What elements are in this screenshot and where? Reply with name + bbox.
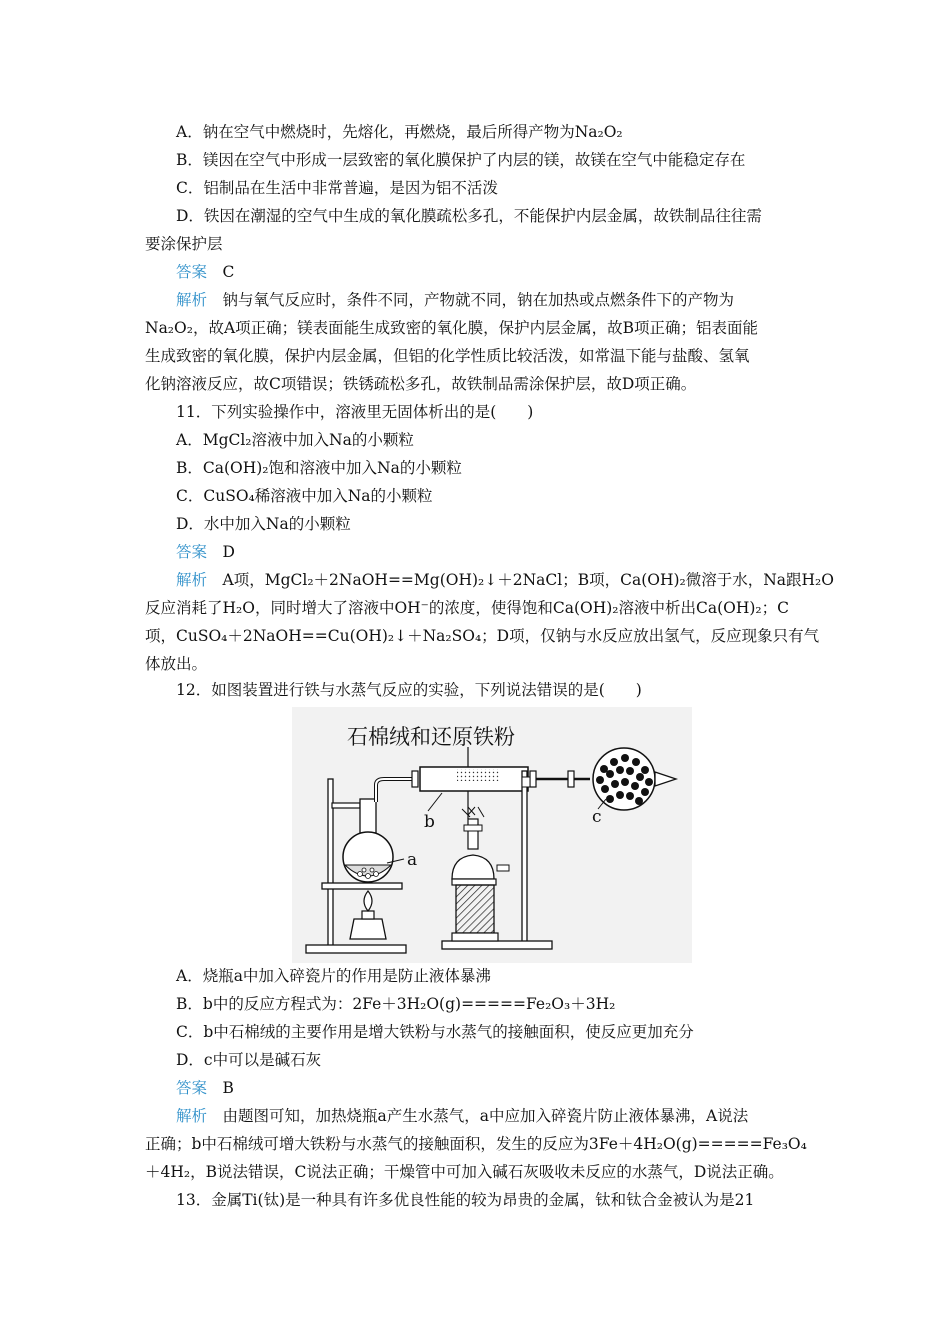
q11-option-a: A．MgCl₂溶液中加入Na的小颗粒 <box>176 431 414 449</box>
answer-value: D <box>222 543 235 561</box>
q11-option-c: C．CuSO₄稀溶液中加入Na的小颗粒 <box>176 487 433 505</box>
q11-analysis-line3: 项，CuSO₄＋2NaOH==Cu(OH)₂↓＋Na₂SO₄；D项，仅钠与水反应放出氢气，反应现象只有气 <box>145 627 820 645</box>
label-c: c <box>592 807 602 827</box>
label-a: a <box>407 850 418 870</box>
answer-value: C <box>222 263 235 281</box>
q11-stem: 11．下列实验操作中，溶液里无固体析出的是( ) <box>176 403 534 421</box>
q10-analysis-line4: 化钠溶液反应，故C项错误；铁锈疏松多孔，故铁制品需涂保护层，故D项正确。 <box>145 375 697 393</box>
q11-option-d: D．水中加入Na的小颗粒 <box>176 515 351 533</box>
q10-analysis-line3: 生成致密的氧化膜，保护内层金属，但铝的化学性质比较活泼，如常温下能与盐酸、氢氧 <box>145 347 750 365</box>
q13-stem: 13．金属Ti(钛)是一种具有许多优良性能的较为昂贵的金属，钛和钛合金被认为是21 <box>176 1191 755 1209</box>
answer-value: B <box>222 1079 234 1097</box>
label-b: b <box>424 812 435 832</box>
apparatus-figure <box>292 707 692 963</box>
q12-analysis-line2: 正确；b中石棉绒可增大铁粉与水蒸气的接触面积，发生的反应为3Fe＋4H₂O(g)=====Fe₃O₄ <box>145 1135 807 1153</box>
q12-answer <box>176 1078 816 1098</box>
answer-label: 答案 <box>176 543 208 561</box>
q10-option-d-line1: D．铁因在潮湿的空气中生成的氧化膜疏松多孔，不能保护内层金属，故铁制品往往需 <box>176 207 762 225</box>
q12-option-c: C．b中石棉绒的主要作用是增大铁粉与水蒸气的接触面积，使反应更加充分 <box>176 1023 694 1041</box>
q10-analysis-line2: Na₂O₂，故A项正确；镁表面能生成致密的氧化膜，保护内层金属，故B项正确；铝表面能 <box>145 319 759 337</box>
analysis-label: 解析 <box>176 1107 208 1125</box>
answer-label: 答案 <box>176 1079 208 1097</box>
analysis-text: A项，MgCl₂＋2NaOH==Mg(OH)₂↓＋2NaCl；B项，Ca(OH)₂微溶于水，Na跟H₂O <box>222 571 834 589</box>
q12-option-b: B．b中的反应方程式为：2Fe＋3H₂O(g)=====Fe₂O₃＋3H₂ <box>176 995 616 1013</box>
answer-label: 答案 <box>176 263 208 281</box>
q11-analysis-line1 <box>176 570 834 590</box>
q12-stem: 12．如图装置进行铁与水蒸气反应的实验，下列说法错误的是( ) <box>176 681 642 699</box>
q11-option-b: B．Ca(OH)₂饱和溶液中加入Na的小颗粒 <box>176 459 462 477</box>
q10-option-c: C．铝制品在生活中非常普遍，是因为铝不活泼 <box>176 179 498 197</box>
q12-analysis-line1 <box>176 1106 816 1126</box>
q10-analysis-line1 <box>176 290 816 310</box>
q12-option-a: A．烧瓶a中加入碎瓷片的作用是防止液体暴沸 <box>176 967 491 985</box>
q10-option-d-line2: 要涂保护层 <box>145 235 223 253</box>
q11-analysis-line4: 体放出。 <box>145 655 208 673</box>
analysis-text: 由题图可知，加热烧瓶a产生水蒸气，a中应加入碎瓷片防止液体暴沸，A说法 <box>222 1107 749 1125</box>
analysis-label: 解析 <box>176 571 208 589</box>
q10-option-a: A．钠在空气中燃烧时，先熔化，再燃烧，最后所得产物为Na₂O₂ <box>176 123 623 141</box>
q11-analysis-line2: 反应消耗了H₂O，同时增大了溶液中OH⁻的浓度，使得饱和Ca(OH)₂溶液中析出Ca(OH)₂；C <box>145 599 789 617</box>
figure-title: 石棉绒和还原铁粉 <box>347 725 515 749</box>
q12-analysis-line3: ＋4H₂，B说法错误，C说法正确；干燥管中可加入碱石灰吸收未反应的水蒸气，D说法正确。 <box>145 1163 784 1181</box>
q10-answer <box>176 262 816 282</box>
analysis-text: 钠与氧气反应时，条件不同，产物就不同，钠在加热或点燃条件下的产物为 <box>222 291 735 309</box>
q11-answer <box>176 542 816 562</box>
q12-option-d: D．c中可以是碱石灰 <box>176 1051 322 1069</box>
analysis-label: 解析 <box>176 291 208 309</box>
q10-option-b: B．镁因在空气中形成一层致密的氧化膜保护了内层的镁，故镁在空气中能稳定存在 <box>176 151 746 169</box>
